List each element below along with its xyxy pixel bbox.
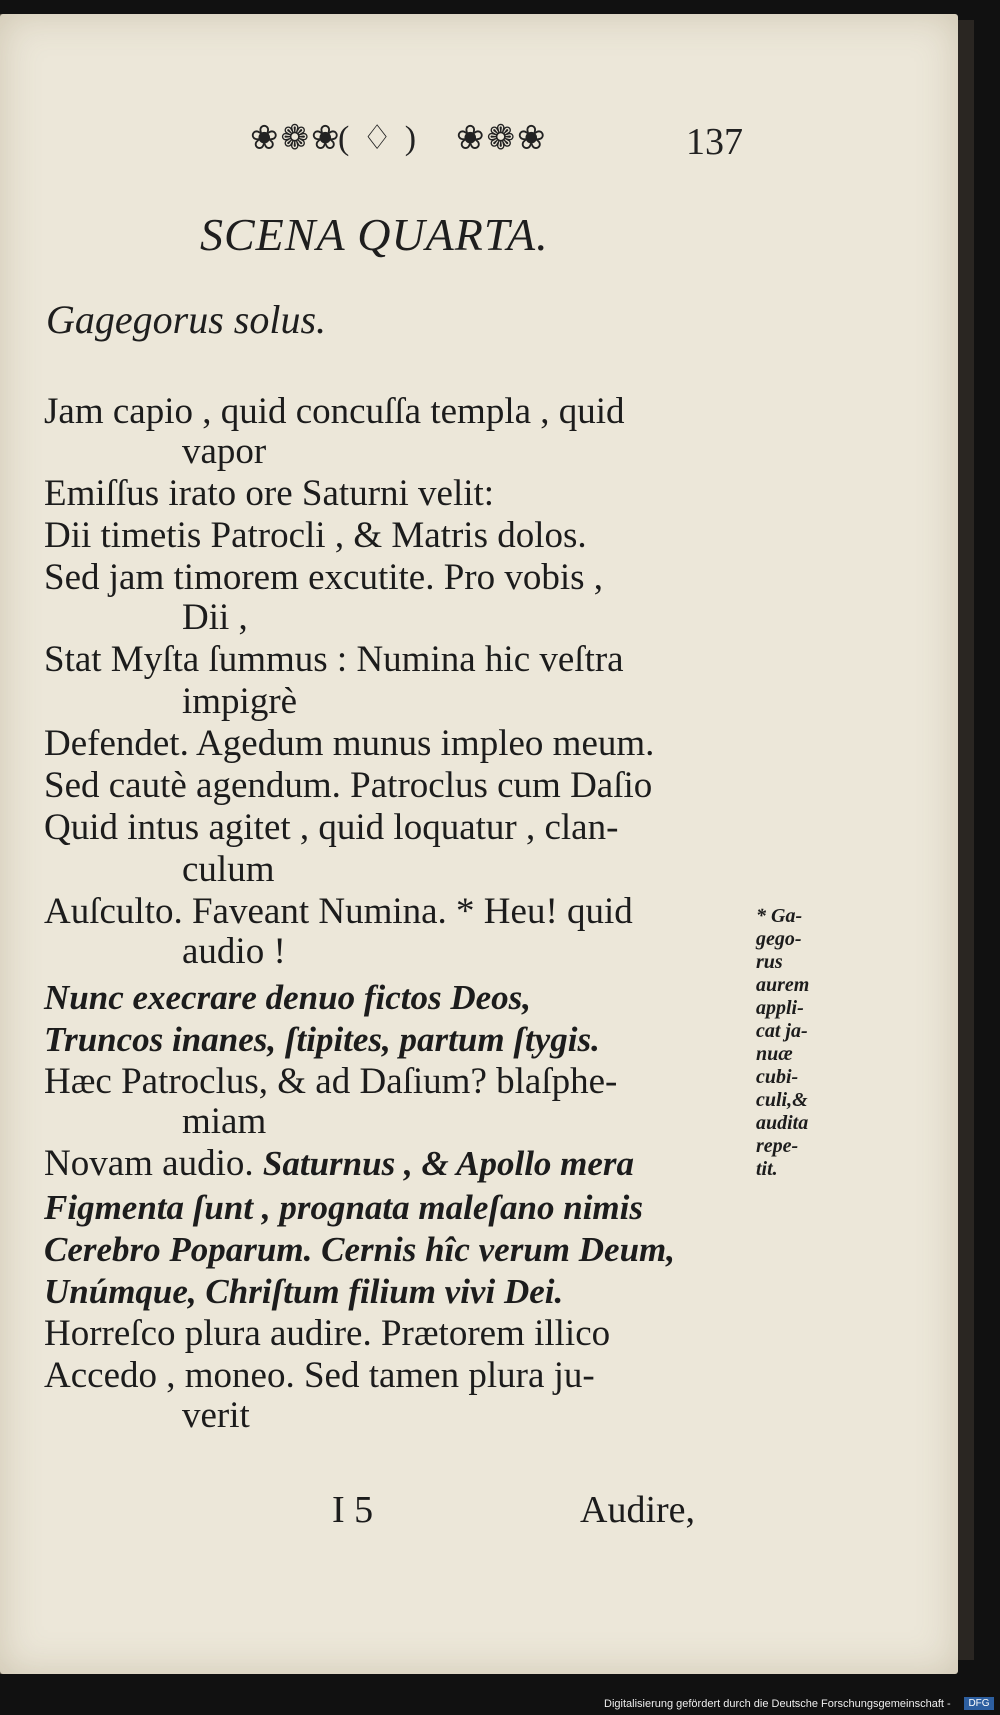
verse-line: culum <box>182 849 275 890</box>
verse-line-italic: Unúmque, Chriſtum filium vivi Dei. <box>44 1272 564 1311</box>
margin-note-line: repe- <box>756 1135 799 1157</box>
verse-line: Jam capio , quid concuſſa templa , quid <box>44 391 625 432</box>
margin-note-line: culi,& <box>756 1089 808 1111</box>
verse-line-italic: Figmenta ſunt , prognata maleſano nimis <box>44 1188 643 1227</box>
scene-title: SCENA QUARTA. <box>200 209 549 260</box>
verse-line: Dii timetis Patrocli , & Matris dolos. <box>44 515 587 556</box>
verse-line: Stat Myſta ſummus : Numina hic veſtra <box>44 639 624 680</box>
verse-line <box>44 1144 634 1184</box>
verse-line: Accedo , moneo. Sed tamen plura ju- <box>44 1355 595 1396</box>
verse-line: miam <box>182 1101 267 1142</box>
signature-mark: I 5 <box>332 1489 374 1531</box>
verse-line: Sed jam timorem excutite. Pro vobis , <box>44 557 604 598</box>
verse-line: audio ! <box>182 931 286 972</box>
margin-note-line: nuæ <box>756 1043 793 1065</box>
verse-line: Defendet. Agedum munus impleo meum. <box>44 723 655 764</box>
verse-line-italic: Truncos inanes, ſtipites, partum ſtygis. <box>44 1020 600 1059</box>
page-edge <box>958 20 974 1660</box>
verse-line: Sed cautè agendum. Patroclus cum Daſio <box>44 765 653 806</box>
verse-line: Emiſſus irato ore Saturni velit: <box>44 473 495 514</box>
verse-line: impigrè <box>182 681 298 722</box>
verse-line: Quid intus agitet , quid loquatur , clan- <box>44 807 619 848</box>
margin-note-line: tit. <box>756 1158 778 1180</box>
catchword: Audire, <box>580 1489 696 1531</box>
margin-note-line: cat ja- <box>756 1020 808 1042</box>
verse-line-italic-part: Saturnus , & Apollo mera <box>262 1144 635 1183</box>
header-ornament-left: ❀❁❀ <box>250 120 342 157</box>
verse-line-start: Novam audio. <box>44 1143 254 1184</box>
verse-line-italic: Nunc execrare denuo fictos Deos, <box>44 978 532 1017</box>
verse-line-italic: Cerebro Poparum. Cernis hîc verum Deum, <box>44 1230 676 1269</box>
verse-line: vapor <box>182 431 267 472</box>
verse-line: verit <box>182 1395 250 1436</box>
dfg-logo: DFG <box>964 1697 994 1710</box>
margin-note-line: audita <box>756 1112 809 1134</box>
page-number: 137 <box>686 121 743 163</box>
verse-line: Dii , <box>182 597 248 638</box>
footer-credit: Digitalisierung gefördert durch die Deutsche Forschungsgemeinschaft - <box>604 1698 951 1710</box>
margin-note-line: * Ga- <box>756 905 803 927</box>
margin-note-line: cubi- <box>756 1066 799 1088</box>
verse-line: Horreſco plura audire. Prætorem illico <box>44 1313 611 1354</box>
verse-line: Auſculto. Faveant Numina. * Heu! quid <box>44 891 633 932</box>
margin-note <box>756 905 809 1181</box>
margin-note-line: rus <box>756 951 783 973</box>
header-paren-mark: ( ♢ ) <box>338 120 419 157</box>
margin-note-line: appli- <box>756 997 804 1019</box>
speaker-heading: Gagegorus solus. <box>46 297 327 342</box>
verse-line: Hæc Patroclus, & ad Daſium? blaſphe- <box>44 1061 618 1102</box>
margin-note-line: gego- <box>756 928 802 950</box>
header-ornament-right: ❀❁❀ <box>456 120 548 157</box>
margin-note-line: aurem <box>756 974 810 996</box>
